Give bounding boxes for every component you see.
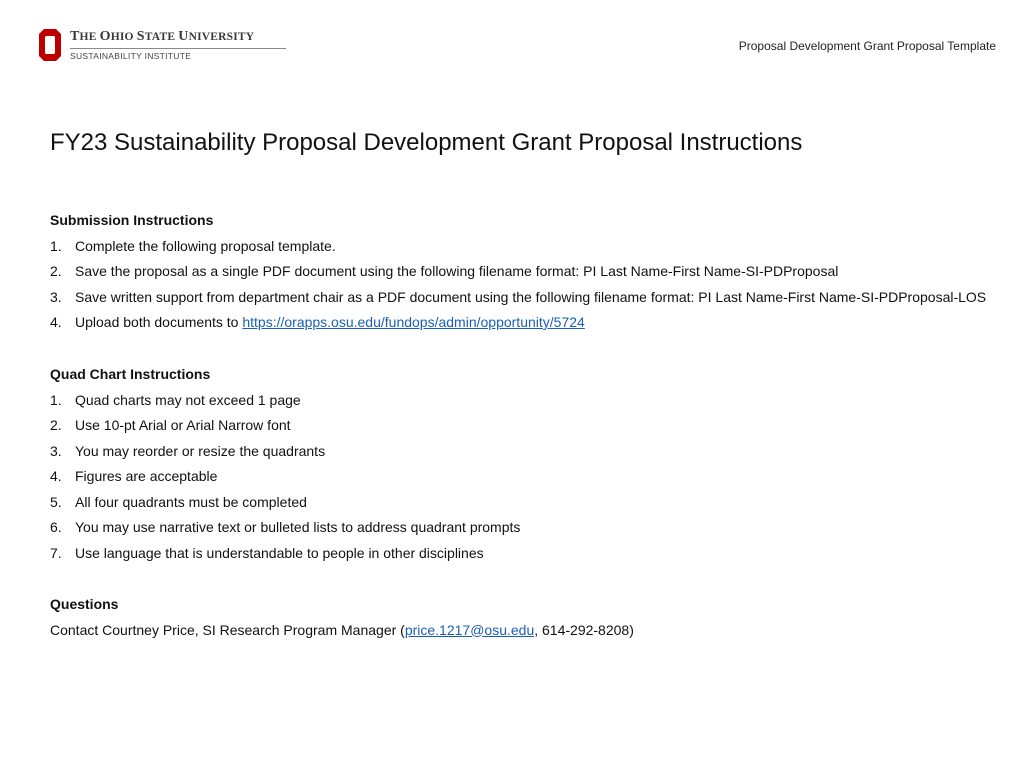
list-item: 4. Upload both documents to https://orapps.osu.edu/fundops/admin/opportunity/5724 bbox=[50, 314, 585, 330]
university-name: THE OHIO STATE UNIVERSITY bbox=[70, 29, 255, 44]
quad-chart-list bbox=[50, 392, 520, 562]
questions-section bbox=[50, 596, 634, 639]
list-item: 2. Use 10-pt Arial or Arial Narrow font bbox=[50, 417, 291, 433]
submission-list bbox=[50, 238, 986, 332]
list-item: 7. Use language that is understandable to people in other disciplines bbox=[50, 544, 484, 561]
list-item: 2. Save the proposal as a single PDF document using the following filename format: PI Last Name-First Name-SI-PDProposal bbox=[50, 263, 839, 279]
logo-wordmark bbox=[70, 29, 286, 62]
list-item: 5. All four quadrants must be completed bbox=[50, 493, 307, 510]
contact-line: Contact Courtney Price, SI Research Program Manager (price.1217@osu.edu, 614-292-8208) bbox=[50, 621, 634, 638]
osu-logo bbox=[38, 28, 286, 62]
quad-chart-heading: Quad Chart Instructions bbox=[50, 366, 211, 382]
submission-instructions-section bbox=[50, 212, 986, 331]
document-label: Proposal Development Grant Proposal Template bbox=[738, 39, 996, 53]
submission-heading: Submission Instructions bbox=[50, 212, 214, 228]
list-item: 4. Figures are acceptable bbox=[50, 468, 218, 484]
quad-chart-instructions-section bbox=[50, 366, 520, 562]
institute-name: SUSTAINABILITY INSTITUTE bbox=[70, 51, 192, 61]
list-item: 3. Save written support from department chair as a PDF document using the following filename format: PI Last Name-First Name-SI-PDProposal-LOS bbox=[50, 288, 987, 305]
email-link[interactable]: price.1217@osu.edu bbox=[404, 621, 535, 638]
list-item: 3. You may reorder or resize the quadrants bbox=[50, 442, 326, 459]
list-item: 6. You may use narrative text or bulleted lists to address quadrant prompts bbox=[50, 519, 521, 535]
block-o-logo-icon bbox=[38, 28, 62, 62]
page-title: FY23 Sustainability Proposal Development Grant Proposal Instructions bbox=[50, 129, 803, 156]
logo-divider bbox=[70, 48, 286, 49]
upload-link[interactable]: https://orapps.osu.edu/fundops/admin/opportunity/5724 bbox=[242, 314, 585, 330]
questions-heading: Questions bbox=[50, 596, 119, 612]
list-item: 1. Complete the following proposal template. bbox=[50, 237, 336, 254]
list-item: 1. Quad charts may not exceed 1 page bbox=[50, 391, 301, 408]
